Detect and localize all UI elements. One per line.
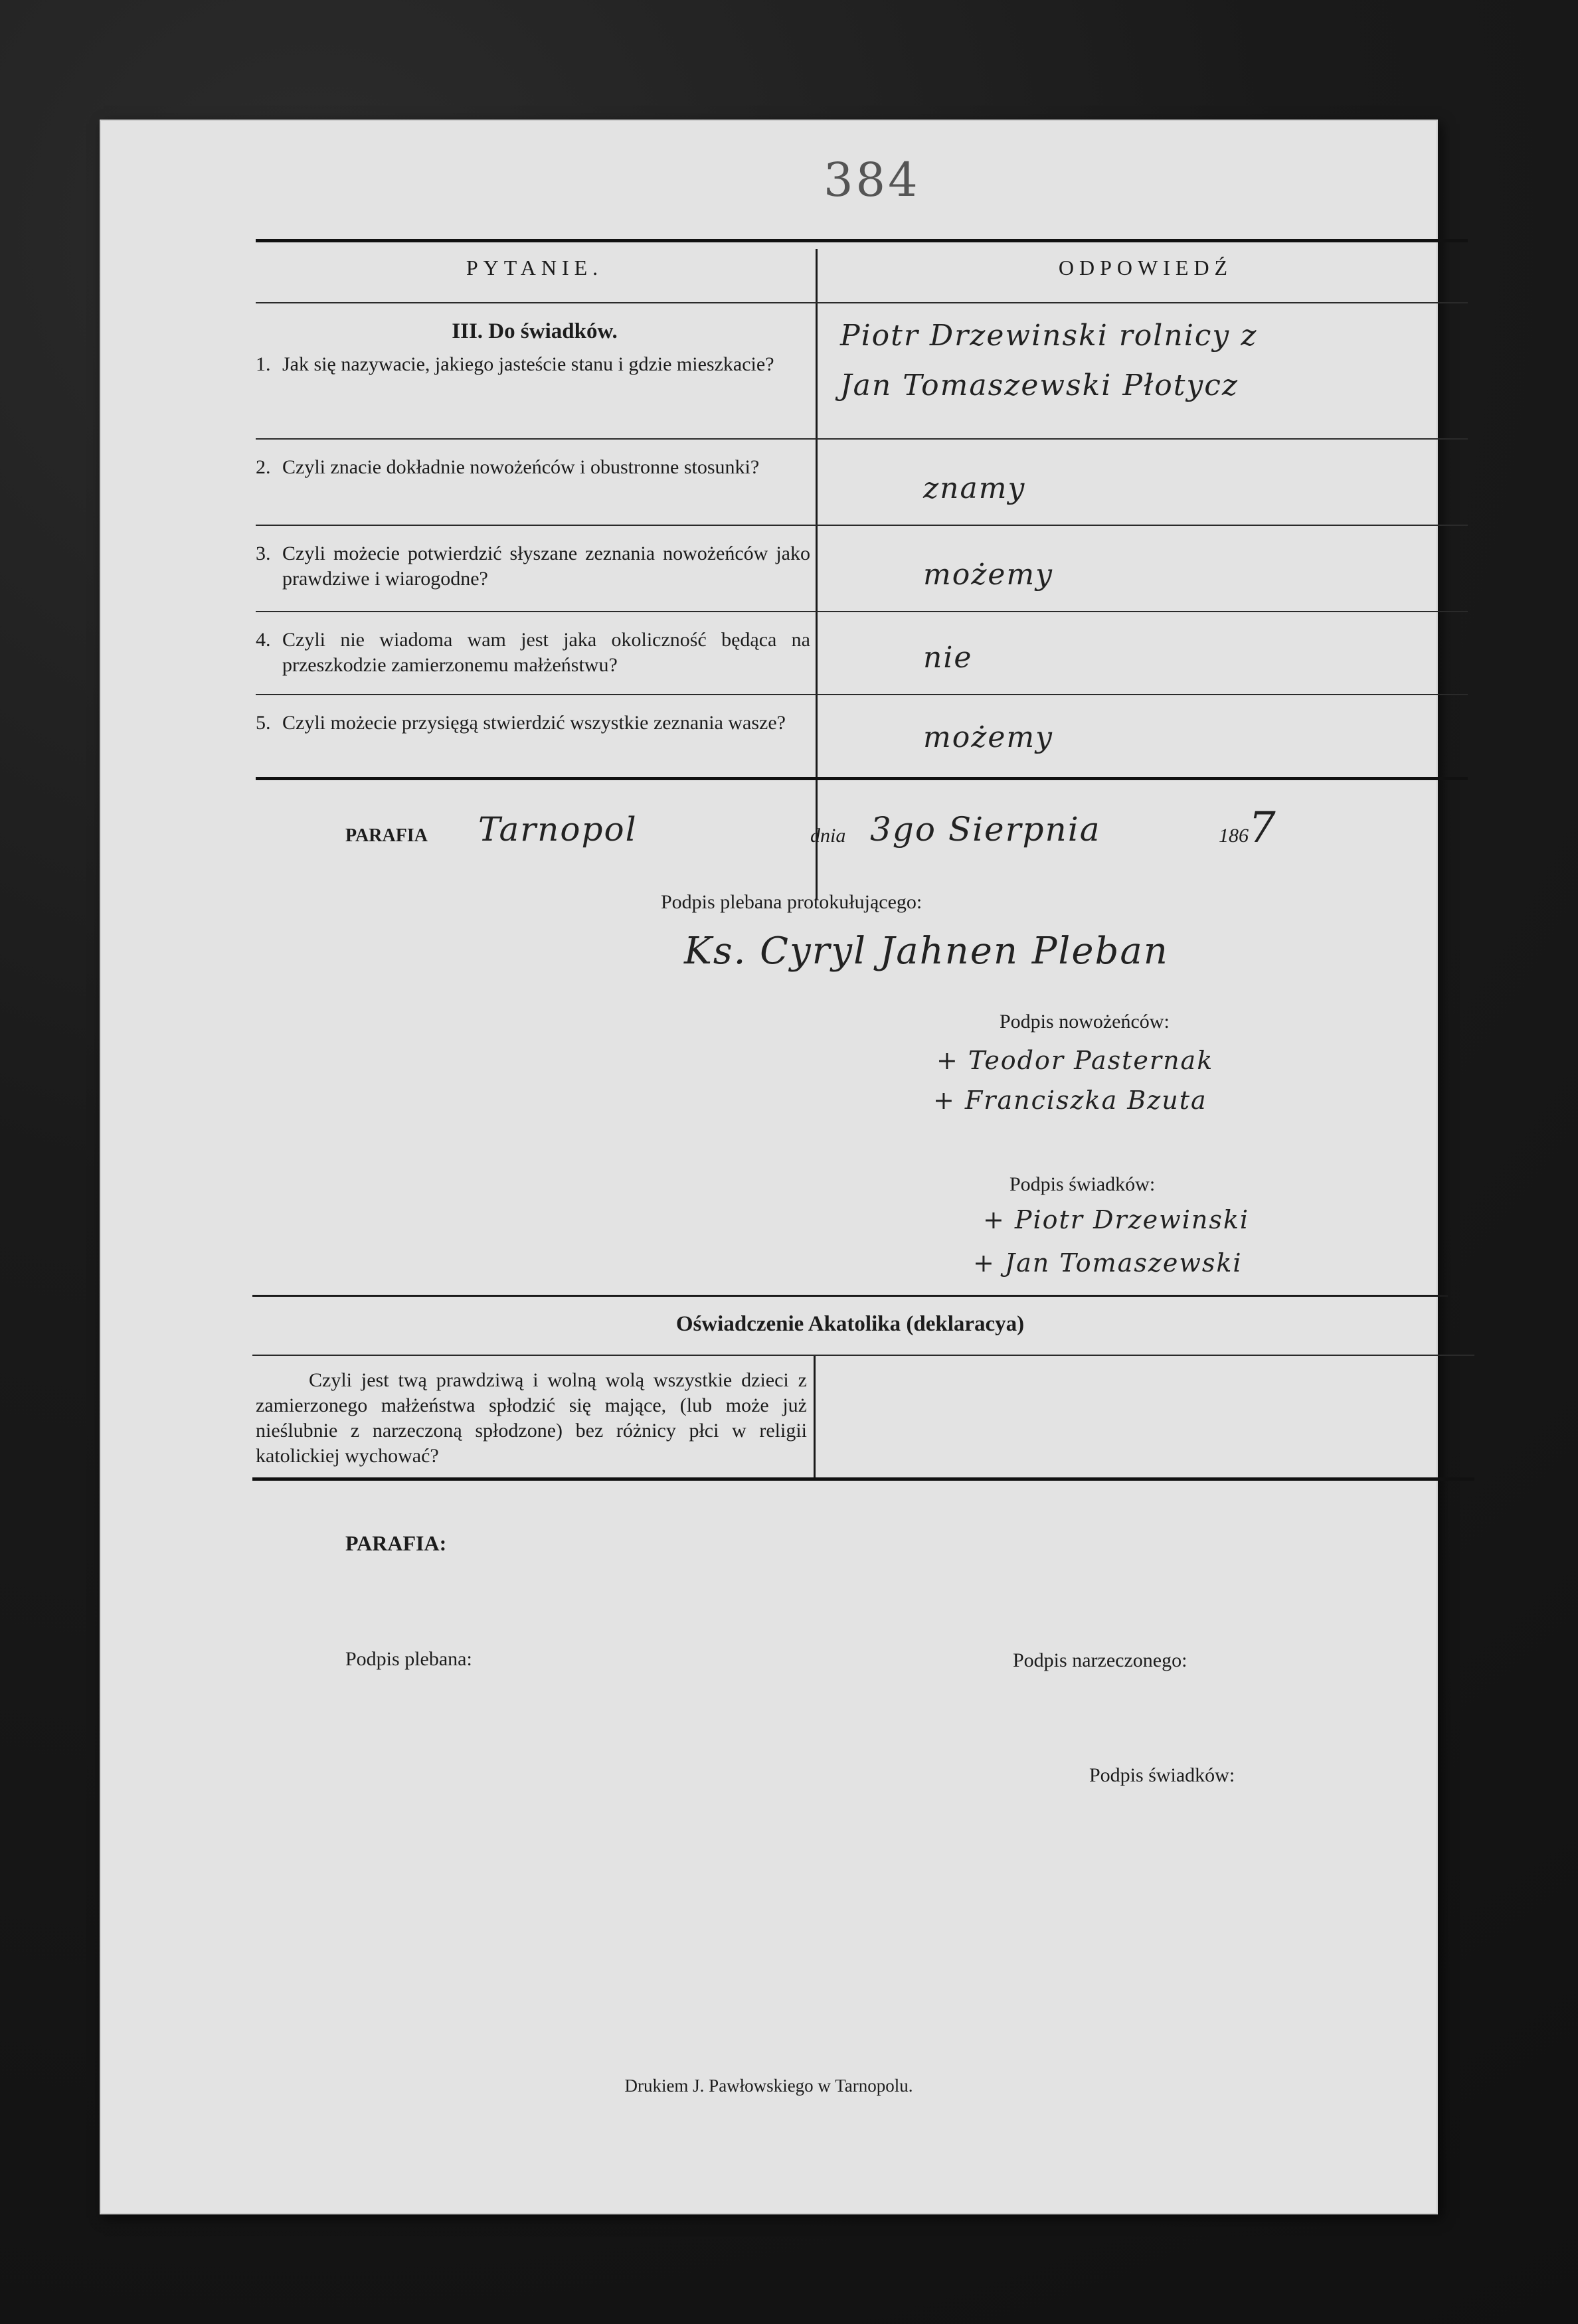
- header-rule: [256, 302, 1468, 303]
- day-label: dnia: [810, 825, 846, 847]
- witnesses-label: Podpis świadków:: [1009, 1173, 1156, 1195]
- witness-signature-2: + Jan Tomaszewski: [973, 1248, 1243, 1278]
- row-rule: [256, 525, 1468, 526]
- parish-label: PARAFIA: [345, 825, 428, 846]
- declaration-divider: [814, 1356, 816, 1479]
- priest-signature-label: Podpis plebana protokułującego:: [661, 891, 922, 913]
- answer-4: nie: [923, 641, 973, 675]
- table-bottom-rule: [256, 777, 1468, 780]
- newlywed-signature-2: + Franciszka Bzuta: [933, 1086, 1207, 1115]
- question-number: 5.: [256, 712, 271, 734]
- question-number: 4.: [256, 629, 271, 651]
- question-4: [256, 627, 810, 678]
- answer-2: znamy: [923, 471, 1026, 505]
- day-value: 3go Sierpnia: [870, 810, 1101, 849]
- question-number: 1.: [256, 353, 271, 375]
- lower-witnesses-label: Podpis świadków:: [1089, 1764, 1235, 1786]
- answer-3: możemy: [923, 558, 1054, 592]
- declaration-top-rule: [252, 1295, 1448, 1297]
- question-2: [256, 455, 810, 480]
- question-text: Czyli możecie przysięgą stwierdzić wszystkie zeznania wasze?: [282, 712, 786, 734]
- question-text: Jak się nazywacie, jakiego jasteście stanu i gdzie mieszkacie?: [282, 353, 774, 375]
- question-3: [256, 541, 810, 592]
- newlywed-signature-1: + Teodor Pasternak: [936, 1046, 1214, 1075]
- row-rule: [256, 611, 1468, 612]
- page-number: 384: [824, 153, 920, 207]
- question-5: [256, 710, 810, 736]
- year-printed: 186: [1219, 825, 1249, 847]
- year-handwritten: 7: [1249, 803, 1277, 853]
- column-header-question: PYTANIE.: [466, 256, 604, 280]
- row-rule: [256, 438, 1468, 440]
- question-text: Czyli znacie dokładnie nowożeńców i obustronne stosunki?: [282, 456, 760, 478]
- question-1: [256, 352, 810, 377]
- declaration-title-rule: [252, 1355, 1474, 1356]
- question-number: 3.: [256, 542, 271, 564]
- table-top-rule: [256, 239, 1468, 242]
- lower-priest-signature-label: Podpis plebana:: [345, 1648, 472, 1670]
- answer-1-line2: Jan Tomaszewski Płotycz: [840, 369, 1239, 402]
- section-title: III. Do świadków.: [452, 319, 618, 343]
- lower-parish-label: PARAFIA:: [345, 1531, 447, 1555]
- witness-signature-1: + Piotr Drzewinski: [983, 1205, 1250, 1234]
- parish-name: Tarnopol: [478, 810, 638, 849]
- question-text: Czyli możecie potwierdzić słyszane zeznania nowożeńców jako prawdziwe i wiarogodne?: [282, 542, 810, 590]
- declaration-title: Oświadczenie Akatolika (deklaracya): [675, 1312, 1025, 1336]
- document-page: [100, 120, 1438, 2214]
- question-text: Czyli nie wiadoma wam jest jaka okoliczność będąca na przeszkodzie zamierzonemu małżeństwu?: [282, 629, 810, 676]
- column-header-answer: ODPOWIEDŹ: [1058, 256, 1233, 280]
- row-rule: [256, 694, 1468, 695]
- table-column-divider: [816, 249, 818, 900]
- declaration-bottom-rule: [252, 1477, 1474, 1481]
- printer-imprint: Drukiem J. Pawłowskiego w Tarnopolu.: [624, 2076, 913, 2096]
- answer-1-line1: Piotr Drzewinski rolnicy z: [840, 319, 1258, 353]
- question-number: 2.: [256, 456, 271, 478]
- declaration-text: Czyli jest twą prawdziwą i wolną wolą wszystkie dzieci z zamierzonego małżeństwa spłodzić się mające, (lub może już nieślubnie z narzeczoną spłodzone) bez różnicy płci w religii katolickiej wychować?: [256, 1369, 807, 1467]
- answer-5: możemy: [923, 720, 1054, 754]
- newlyweds-label: Podpis nowożeńców:: [1000, 1011, 1170, 1033]
- lower-fiance-signature-label: Podpis narzeczonego:: [1013, 1649, 1187, 1671]
- priest-signature: Ks. Cyryl Jahnen Pleban: [684, 930, 1169, 973]
